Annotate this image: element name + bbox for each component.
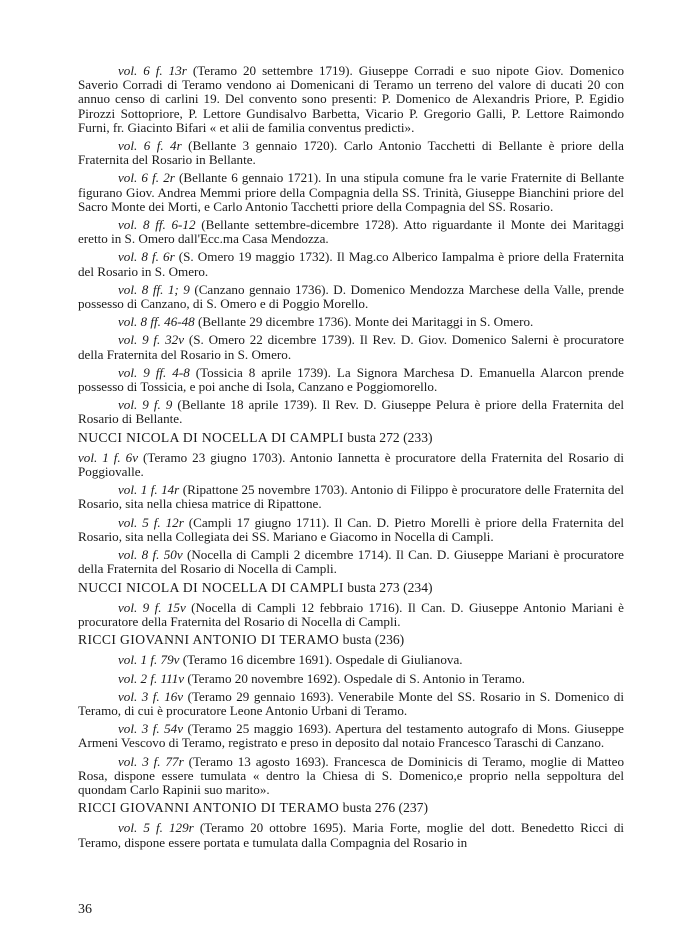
record-entry	[78, 333, 624, 361]
record-entry	[78, 755, 624, 798]
entry-reference: vol. 5 f. 12r	[118, 514, 184, 530]
record-entry	[78, 398, 624, 426]
section-heading	[78, 801, 624, 815]
record-entry	[78, 283, 624, 311]
record-entry	[78, 653, 624, 667]
entry-text: (Campli 17 giugno 1711). Il Can. D. Pietro Morelli è priore della Fraternita del Rosario, sita nella Collegiata dei SS. Mariano e Giacomo in Nocella di Campli.	[78, 514, 624, 544]
heading-notary-name: NUCCI NICOLA DI NOCELLA DI CAMPLI	[78, 429, 344, 445]
entry-text: (S. Omero 22 dicembre 1739). Il Rev. D. Giov. Domenico Salerni è procuratore della Fraternita del Rosario in S. Omero.	[78, 332, 624, 362]
entry-text: (Bellante 3 gennaio 1720). Carlo Antonio Tacchetti di Bellante è priore della Fraternita del Rosario in Bellante.	[78, 138, 624, 168]
entry-text: (Teramo 16 dicembre 1691). Ospedale di Giulianova.	[179, 652, 463, 668]
heading-busta: busta 273 (234)	[343, 579, 433, 595]
heading-busta: busta 276 (237)	[339, 800, 428, 816]
heading-notary-name: RICCI GIOVANNI ANTONIO DI TERAMO	[78, 800, 340, 816]
entry-text: (Teramo 29 gennaio 1693). Venerabile Monte del SS. Rosario in S. Domenico di Teramo, di cui è procuratore Leone Antonio Urbani di Teramo.	[78, 688, 624, 718]
entry-text: (Bellante 29 dicembre 1736). Monte dei Maritaggi in S. Omero.	[194, 314, 534, 330]
entry-text: (Bellante 18 aprile 1739). Il Rev. D. Giuseppe Pelura è priore della Fraternita del Rosario di Bellante.	[78, 397, 624, 427]
entry-text: (Bellante 6 gennaio 1721). In una stipula comune fra le varie Fraternite di Bellante figurano Giov. Andrea Memmi priore della Compagnia della SS. Trinità, Giuseppe Bianchini priore del Sacro Monte dei Morti, e Carlo Antonio Tacchetti priore della Compagnia del SS. Rosario.	[78, 170, 625, 214]
entry-reference: vol. 3 f. 54v	[118, 721, 184, 737]
entry-text: (S. Omero 19 maggio 1732). Il Mag.co Alberico Iampalma è priore della Fraternita del Rosario in S. Omero.	[78, 249, 624, 279]
record-entry	[78, 250, 624, 278]
page-number: 36	[78, 902, 92, 917]
entry-reference: vol. 9 f. 32v	[118, 332, 185, 348]
section-heading	[78, 581, 624, 595]
record-entry	[78, 315, 624, 329]
record-entry	[78, 690, 624, 718]
entry-reference: vol. 8 f. 6r	[118, 249, 175, 265]
record-entry	[78, 451, 624, 479]
record-entry	[78, 722, 624, 750]
heading-busta: busta 272 (233)	[343, 429, 433, 445]
entry-reference: vol. 3 f. 16v	[118, 688, 184, 704]
entry-text: (Teramo 20 novembre 1692). Ospedale di S. Antonio in Teramo.	[184, 670, 525, 686]
record-entry	[78, 139, 624, 167]
heading-busta: busta (236)	[339, 632, 405, 648]
entry-text: (Teramo 25 maggio 1693). Apertura del testamento autografo di Mons. Giuseppe Armeni Vescovo di Teramo, registrato e preso in deposito dal notaio Francesco Taraschi di Canzano.	[78, 721, 624, 751]
entry-reference: vol. 8 f. 50v	[118, 547, 183, 563]
entry-text: (Nocella di Campli 2 dicembre 1714). Il Can. D. Giuseppe Mariani è procuratore della Fraternita del Rosario di Nocella di Campli.	[78, 547, 624, 577]
record-entry	[78, 821, 624, 849]
record-entry	[78, 601, 624, 629]
heading-notary-name: NUCCI NICOLA DI NOCELLA DI CAMPLI	[78, 579, 344, 595]
record-entry	[78, 516, 624, 544]
entry-reference: vol. 8 ff. 6-12	[118, 217, 196, 233]
entry-reference: vol. 8 ff. 46-48	[118, 314, 195, 330]
entry-text: (Ripattone 25 novembre 1703). Antonio di Filippo è procuratore delle Fraternita del Rosario, sita nella chiesa matrice di Ripattone.	[78, 482, 624, 512]
entry-reference: vol. 6 f. 13r	[118, 63, 187, 78]
record-entry	[78, 218, 624, 246]
entry-text: (Bellante settembre-dicembre 1728). Atto riguardante il Monte dei Maritaggi eretto in S. Omero dall'Ecc.ma Casa Mendozza.	[78, 217, 624, 247]
entry-reference: vol. 2 f. 111v	[118, 670, 185, 686]
record-entry	[78, 366, 624, 394]
entry-text: (Nocella di Campli 12 febbraio 1716). Il Can. D. Giuseppe Antonio Mariani è procuratore della Fraternita del Rosario di Nocella di Campli.	[78, 599, 624, 629]
record-entry	[78, 64, 624, 135]
entry-reference: vol. 1 f. 79v	[118, 652, 180, 668]
entry-reference: vol. 8 ff. 1; 9	[118, 281, 190, 297]
record-entry	[78, 548, 624, 576]
heading-notary-name: RICCI GIOVANNI ANTONIO DI TERAMO	[78, 632, 340, 648]
record-entry	[78, 483, 624, 511]
entry-reference: vol. 5 f. 129r	[118, 820, 194, 836]
record-entry	[78, 171, 624, 214]
entry-reference: vol. 6 f. 4r	[118, 138, 182, 154]
entry-text: (Teramo 20 settembre 1719). Giuseppe Corradi e suo nipote Giov. Domenico Saverio Corradi di Teramo vendono ai Domenicani di Teramo un terreno del valore di ducati 20 con annuo censo di carlini 19. Del convento sono presenti: P. Domenico de Alexandris Priore, P. Egidio Pirozzi Sottopriore, P. Lettore Gundisalvo Barbetta, Vicario P. Gregorio Galli, P. Lettore Raimondo Furni, fr. Giacinto Bifari « et alii de familia conventus predicti».	[78, 63, 624, 135]
entry-text: (Tossicia 8 aprile 1739). La Signora Marchesa D. Emanuella Alarcon prende possesso di Tossicia, e poi anche di Isola, Canzano e Poggiomorello.	[78, 364, 624, 395]
entry-reference: vol. 6 f. 2r	[118, 170, 175, 186]
entry-reference: vol. 9 ff. 4-8	[118, 364, 190, 380]
record-entry	[78, 672, 624, 686]
entry-text: (Teramo 13 agosto 1693). Francesca de Dominicis di Teramo, moglie di Matteo Rosa, dispone essere tumulata « dentro la Chiesa di S. Domenico,e proprio nella seppoltura del quondam Carlo Rapinii suo marito».	[78, 753, 624, 797]
section-heading	[78, 431, 624, 445]
entry-text: (Teramo 23 giugno 1703). Antonio Iannetta è procuratore della Fraternita del Rosario di Poggiovalle.	[78, 449, 624, 480]
entry-reference: vol. 9 f. 9	[118, 397, 173, 413]
entry-reference: vol. 9 f. 15v	[118, 599, 186, 615]
entry-reference: vol. 3 f. 77r	[118, 753, 184, 769]
entry-reference: vol. 1 f. 6v	[78, 449, 139, 465]
entry-text: (Teramo 20 ottobre 1695). Maria Forte, moglie del dott. Benedetto Ricci di Teramo, dispone essere portata e tumulata dalla Compagnia del Rosario in	[78, 820, 624, 850]
entry-reference: vol. 1 f. 14r	[118, 482, 180, 498]
page-body	[78, 64, 624, 854]
entry-text: (Canzano gennaio 1736). D. Domenico Mendozza Marchese della Valle, prende possesso di Canzano, di S. Omero e di Poggio Morello.	[78, 281, 624, 312]
section-heading	[78, 633, 624, 647]
